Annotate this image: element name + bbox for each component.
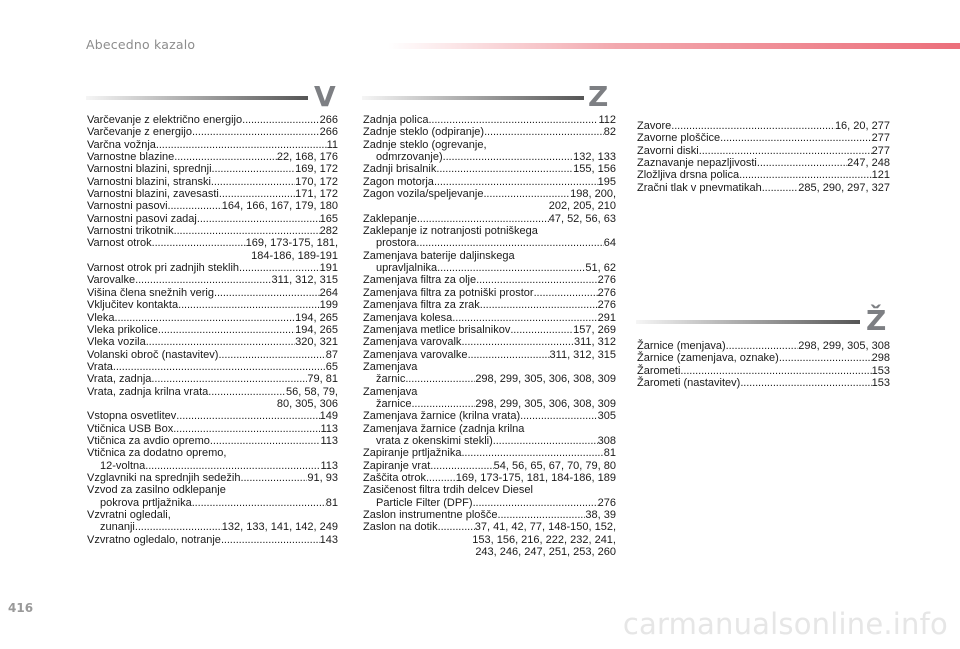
entry-term-continued: Particle Filter (DPF) [376, 496, 473, 509]
index-entry [363, 447, 616, 459]
entry-term: Zamenjava [363, 360, 418, 373]
leader-dots [113, 361, 326, 373]
leader-dots [210, 435, 321, 447]
entry-pages-continued: 80, 305, 306 [276, 397, 338, 410]
entry-term: Zasičenost filtra trdih delcev Diesel [363, 484, 533, 497]
entry-pages: 54, 56, 65, 67, 70, 79, 80 [493, 459, 616, 472]
index-entry [87, 312, 338, 324]
entry-pages: 149 [319, 410, 338, 423]
leader-dots [221, 534, 320, 546]
leader-dots [145, 460, 320, 472]
entry-term: Zaklepanje [363, 212, 417, 225]
leader-dots [426, 472, 456, 484]
leader-dots [211, 176, 295, 188]
entry-pages-continued: 153, 156, 216, 222, 232, 241, [472, 533, 616, 546]
leader-dots [726, 340, 799, 352]
entry-term: Zračni tlak v pnevmatikah [637, 181, 762, 194]
leader-dots [417, 213, 549, 225]
entry-term: Zaklepanje iz notranjosti potniškega [363, 225, 538, 238]
entry-term: Varčevanje z energijo [87, 126, 192, 139]
leader-dots [468, 349, 550, 361]
index-entry [637, 377, 890, 389]
page-number: 416 [8, 601, 34, 615]
entry-pages: 305 [597, 410, 616, 423]
index-column-z [363, 114, 616, 558]
index-entry [87, 176, 338, 188]
leader-dots [428, 114, 598, 126]
entry-term: Vrata, zadnja krilna vrata [87, 385, 209, 398]
leader-dots [146, 336, 295, 348]
leader-dots [214, 287, 320, 299]
index-entry [363, 274, 616, 286]
entry-term: Vzglavniki na sprednjih sedežih [87, 471, 241, 484]
entry-pages: 37, 41, 42, 77, 148-150, 152, [474, 521, 616, 534]
leader-dots [740, 377, 871, 389]
leader-dots [192, 126, 320, 138]
index-entry [363, 386, 616, 411]
leader-dots [461, 336, 574, 348]
index-entry [87, 287, 338, 299]
entry-term: Vzvod za zasilno odklepanje [87, 484, 226, 497]
entry-pages: 320, 321 [295, 336, 338, 349]
entry-term-continued: zunanji [100, 521, 135, 534]
index-entry [637, 352, 890, 364]
index-entry [87, 151, 338, 163]
leader-dots [174, 151, 277, 163]
entry-pages: 47, 52, 56, 63 [548, 212, 616, 225]
entry-term: Zadnje steklo (ogrevanje, [363, 138, 487, 151]
entry-term: Zadnje steklo (odpiranje) [363, 126, 485, 139]
index-entry [363, 349, 616, 361]
entry-pages: 169, 173-175, 181, [245, 237, 338, 250]
entry-term: Zamenjava [363, 385, 418, 398]
index-entry [637, 145, 890, 157]
index-entry [363, 126, 616, 138]
entry-term: Varnostni blazini, stranski [87, 175, 211, 188]
leader-dots [405, 373, 475, 385]
entry-term: Vstopna osvetlitev [87, 410, 177, 423]
entry-term-continued: prostora [376, 237, 417, 250]
entry-pages: 266 [319, 126, 338, 139]
entry-pages: 298, 299, 305, 306, 308, 309 [475, 397, 616, 410]
entry-term: Varnost otrok [87, 237, 152, 250]
entry-term: Varnost otrok pri zadnjih steklih [87, 262, 240, 275]
leader-dots [430, 460, 493, 472]
leader-dots [757, 157, 847, 169]
index-entry [637, 132, 890, 144]
index-entry [363, 472, 616, 484]
index-entry [87, 336, 338, 348]
index-entry [87, 163, 338, 175]
entry-pages: 87 [325, 348, 338, 361]
entry-term: Varnostni pasovi [87, 200, 168, 213]
entry-term: Zamenjava metlice brisalnikov [363, 323, 511, 336]
entry-term: Vključitev kontakta [87, 299, 179, 312]
entry-pages: 311, 312, 315 [271, 274, 338, 287]
leader-dots [437, 262, 585, 274]
index-entry [87, 188, 338, 200]
entry-pages: 191 [319, 262, 338, 275]
index-entry [637, 120, 890, 132]
entry-term: Vtičnica za avdio opremo [87, 434, 210, 447]
entry-term: Varnostni blazini, zavesasti [87, 188, 219, 201]
index-entry [363, 225, 616, 250]
index-entry [637, 182, 890, 194]
entry-pages: 264 [319, 286, 338, 299]
leader-dots [208, 386, 286, 398]
entry-pages: 276 [597, 286, 616, 299]
entry-pages: 276 [597, 496, 616, 509]
index-entry [87, 361, 338, 373]
index-entry [87, 139, 338, 151]
leader-dots [779, 352, 872, 364]
index-entry [363, 299, 616, 311]
entry-pages: 165 [319, 212, 338, 225]
entry-term: Zaslon na dotik [363, 521, 438, 534]
index-entry [637, 365, 890, 377]
entry-pages: 170, 172 [295, 175, 338, 188]
entry-pages: 155, 156 [573, 163, 616, 176]
entry-pages-continued: 243, 246, 247, 251, 253, 260 [475, 546, 616, 559]
entry-term: Zaslon instrumentne plošče [363, 509, 498, 521]
entry-term: Varnostni trikotnik [87, 225, 174, 238]
entry-term: Varčna vožnja [87, 138, 156, 151]
entry-term: Volanski obroč (nastavitev) [87, 348, 219, 361]
entry-term-continued: žarnice [376, 397, 412, 410]
entry-pages: 143 [319, 533, 338, 546]
entry-term: Vtičnica USB Box [87, 422, 174, 435]
entry-term: Žarometi (nastavitev) [637, 377, 741, 390]
entry-pages: 164, 166, 167, 179, 180 [221, 200, 338, 213]
entry-pages-continued: 184-186, 189-191 [251, 249, 338, 262]
leader-dots [438, 521, 475, 533]
entry-term-continued: odmrzovanje) [376, 151, 443, 164]
entry-pages: 22, 168, 176 [276, 151, 338, 164]
index-entry [87, 274, 338, 286]
entry-pages: 153 [871, 377, 890, 390]
index-entry [363, 213, 616, 225]
letter-heading-z-caron [636, 304, 887, 340]
entry-term: Zaščita otrok [363, 471, 426, 484]
entry-term-continued: žarnic [376, 373, 406, 386]
leader-dots [498, 509, 586, 521]
index-entry [363, 139, 616, 164]
index-entry [363, 423, 616, 448]
entry-term: Zaznavanje nepazljivosti [637, 157, 757, 170]
leader-dots [483, 188, 570, 200]
entry-term: Zamenjava varovalk [363, 336, 462, 349]
leader-dots [411, 398, 475, 410]
entry-pages: 194, 265 [295, 323, 338, 336]
entry-term: Zamenjava kolesa [363, 311, 453, 324]
watermark: carmanualsonline.info [622, 607, 948, 641]
leader-dots [484, 126, 604, 138]
leader-dots [135, 274, 271, 286]
entry-term: Vleka vozila [87, 336, 146, 349]
leader-dots [416, 237, 603, 249]
index-column-z-caron [637, 340, 890, 389]
entry-pages: 247, 248 [847, 157, 890, 170]
index-entry [87, 225, 338, 237]
entry-term: Zagon vozila/speljevanje [363, 188, 484, 201]
index-entry [87, 410, 338, 422]
leader-dots [239, 262, 320, 274]
entry-pages: 132, 133, 141, 142, 249 [221, 521, 338, 534]
entry-term-continued: upravljalnika [376, 262, 438, 275]
index-entry [363, 188, 616, 213]
entry-pages: 56, 58, 79, [286, 385, 338, 398]
index-entry [363, 163, 616, 175]
leader-dots [218, 349, 325, 361]
entry-term: Zavorni diski [637, 144, 699, 157]
leader-dots [443, 151, 574, 163]
entry-term-continued: pokrova prtljažnika [100, 496, 192, 509]
leader-dots [192, 497, 326, 509]
leader-dots [739, 169, 872, 181]
entry-pages: 311, 312, 315 [549, 348, 616, 361]
entry-term: Zavore [637, 120, 672, 132]
leader-dots [671, 120, 835, 132]
leader-dots [476, 274, 598, 286]
entry-term: Zadnja polica [363, 114, 429, 126]
entry-term: Zapiranje prtljažnika [363, 447, 462, 460]
entry-pages: 276 [597, 274, 616, 287]
index-entry [87, 299, 338, 311]
letter-z: Z [588, 80, 609, 113]
index-entry [87, 200, 338, 212]
letter-v: V [314, 80, 336, 113]
index-entry [87, 386, 338, 411]
entry-pages: 113 [320, 459, 338, 472]
index-entry [637, 157, 890, 169]
leader-dots [720, 132, 871, 144]
entry-pages: 171, 172 [295, 188, 338, 201]
entry-term: Varovalke [87, 274, 136, 287]
leader-dots [493, 435, 598, 447]
entry-term-continued: vrata z okenskimi stekli) [376, 434, 493, 447]
entry-pages: 266 [319, 114, 338, 126]
entry-pages: 308 [597, 434, 616, 447]
index-entry [363, 509, 616, 521]
entry-pages: 153 [871, 364, 890, 377]
entry-pages: 112 [598, 114, 616, 126]
entry-pages: 113 [320, 434, 338, 447]
leader-dots [212, 163, 296, 175]
leader-dots [135, 521, 222, 533]
entry-pages: 81 [325, 496, 338, 509]
index-entry [363, 114, 616, 126]
index-entry [87, 534, 338, 546]
entry-pages: 38, 39 [585, 509, 616, 521]
leader-dots [151, 373, 307, 385]
entry-pages: 285, 290, 297, 327 [798, 181, 890, 194]
index-entry [87, 509, 338, 534]
index-entry [363, 521, 616, 558]
index-entry [87, 324, 338, 336]
entry-term: Zadnji brisalnik [363, 163, 437, 176]
entry-term: Zavorne ploščice [637, 132, 721, 145]
entry-term: Varnostne blazine [87, 151, 175, 164]
leader-dots [242, 114, 320, 126]
entry-pages: 65 [325, 360, 338, 373]
index-entry [363, 460, 616, 472]
index-entry [363, 336, 616, 348]
entry-pages: 298, 299, 305, 306, 308, 309 [475, 373, 616, 386]
entry-pages: 311, 312 [573, 336, 616, 349]
entry-pages: 198, 200, [570, 188, 616, 201]
index-entry [87, 213, 338, 225]
index-entry [87, 447, 338, 472]
entry-pages: 157, 269 [573, 323, 616, 336]
entry-term: Zamenjava baterije daljinskega [363, 249, 515, 262]
leader-dots [510, 324, 573, 336]
entry-term: Žarometi [637, 364, 681, 377]
index-entry [87, 349, 338, 361]
entry-term: Varnostni blazini, sprednji [87, 163, 212, 176]
entry-term: Vleka [87, 311, 115, 324]
index-entry [87, 373, 338, 385]
entry-pages: 276 [597, 299, 616, 312]
leader-dots [534, 287, 598, 299]
leader-dots [176, 410, 319, 422]
index-entry [637, 340, 890, 352]
leader-dots [762, 182, 799, 194]
entry-term: Zamenjava varovalke [363, 348, 468, 361]
index-column-z-continued [637, 120, 890, 194]
leader-dots [173, 423, 320, 435]
section-title: Abecedno kazalo [86, 37, 196, 52]
index-entry [363, 312, 616, 324]
entry-term: Zamenjava filtra za zrak [363, 299, 480, 312]
index-entry [637, 169, 890, 181]
leader-dots [452, 312, 597, 324]
entry-pages: 195 [597, 175, 616, 188]
entry-pages: 298, 299, 305, 308 [798, 340, 890, 352]
index-entry [87, 237, 338, 262]
entry-term: Zapiranje vrat [363, 459, 431, 472]
entry-term: Zložljiva drsna polica [637, 169, 740, 182]
index-entry [87, 126, 338, 138]
leader-dots [473, 497, 598, 509]
leader-dots [219, 188, 295, 200]
entry-pages: 282 [319, 225, 338, 238]
entry-term: Zamenjava filtra za potniški prostor [363, 286, 534, 299]
leader-dots [699, 145, 872, 157]
index-entry [363, 410, 616, 422]
letter-heading-v [86, 80, 336, 116]
leader-dots [152, 237, 246, 249]
index-entry [87, 484, 338, 509]
entry-term: Zamenjava filtra za olje [363, 274, 477, 287]
leader-dots [461, 447, 603, 459]
index-entry [87, 114, 338, 126]
entry-term: Zagon motorja [363, 175, 434, 188]
entry-pages: 91, 93 [307, 471, 338, 484]
entry-pages: 64 [603, 237, 616, 250]
entry-pages: 132, 133 [573, 151, 616, 164]
entry-term: Višina člena snežnih verig [87, 286, 214, 299]
index-column-v [87, 114, 338, 546]
entry-term: Varčevanje z električno energijo [87, 114, 243, 126]
leader-dots [434, 176, 598, 188]
entry-pages: 194, 265 [295, 311, 338, 324]
index-entry [363, 484, 616, 509]
leader-dots [158, 324, 295, 336]
entry-pages: 113 [320, 422, 338, 435]
index-entry [87, 423, 338, 435]
leader-dots [174, 225, 320, 237]
entry-pages: 79, 81 [307, 373, 338, 386]
leader-dots [436, 163, 573, 175]
entry-pages: 277 [871, 144, 890, 157]
entry-pages: 291 [597, 311, 616, 324]
entry-term: Vzvratno ogledalo, notranje [87, 533, 221, 546]
entry-term: Vrata, zadnja [87, 373, 152, 386]
leader-dots [680, 365, 871, 377]
entry-pages: 11 [326, 138, 338, 151]
index-entry [87, 262, 338, 274]
entry-pages: 51, 62 [585, 262, 616, 275]
index-entry [363, 250, 616, 275]
entry-term: Vleka prikolice [87, 323, 158, 336]
header-accent-bar [388, 43, 960, 49]
leader-dots [178, 299, 320, 311]
entry-pages: 298 [871, 352, 890, 365]
index-entry [363, 287, 616, 299]
index-entry [87, 472, 338, 484]
leader-dots [520, 410, 598, 422]
entry-term: Vzvratni ogledali, [87, 509, 171, 521]
leader-dots [197, 213, 320, 225]
entry-pages: 169, 172 [295, 163, 338, 176]
entry-term: Varnostni pasovi zadaj [87, 212, 197, 225]
entry-pages: 16, 20, 277 [834, 120, 890, 132]
index-entry [363, 361, 616, 386]
entry-pages: 81 [603, 447, 616, 460]
entry-pages: 121 [871, 169, 890, 182]
entry-pages: 277 [871, 132, 890, 145]
index-entry [363, 176, 616, 188]
letter-z-caron: Ž [866, 304, 887, 337]
entry-term: Zamenjava žarnice (krilna vrata) [363, 410, 521, 423]
entry-pages-continued: 202, 205, 210 [548, 200, 616, 213]
entry-term: Vrata [87, 360, 113, 373]
entry-pages: 199 [319, 299, 338, 312]
index-entry [363, 324, 616, 336]
index-entry [87, 435, 338, 447]
leader-dots [240, 472, 307, 484]
entry-pages: 82 [603, 126, 616, 139]
entry-term-continued: 12-voltna [100, 459, 146, 472]
entry-term: Zamenjava žarnice (zadnja krilna [363, 422, 525, 435]
entry-pages: 169, 173-175, 181, 184-186, 189 [455, 471, 616, 484]
leader-dots [168, 200, 222, 212]
entry-term: Vtičnica za dodatno opremo, [87, 447, 227, 460]
leader-dots [115, 312, 296, 324]
letter-heading-z [362, 80, 612, 116]
leader-dots [480, 299, 598, 311]
entry-term: Žarnice (menjava) [637, 340, 726, 352]
entry-term: Žarnice (zamenjava, oznake) [637, 352, 779, 365]
leader-dots [156, 139, 327, 151]
